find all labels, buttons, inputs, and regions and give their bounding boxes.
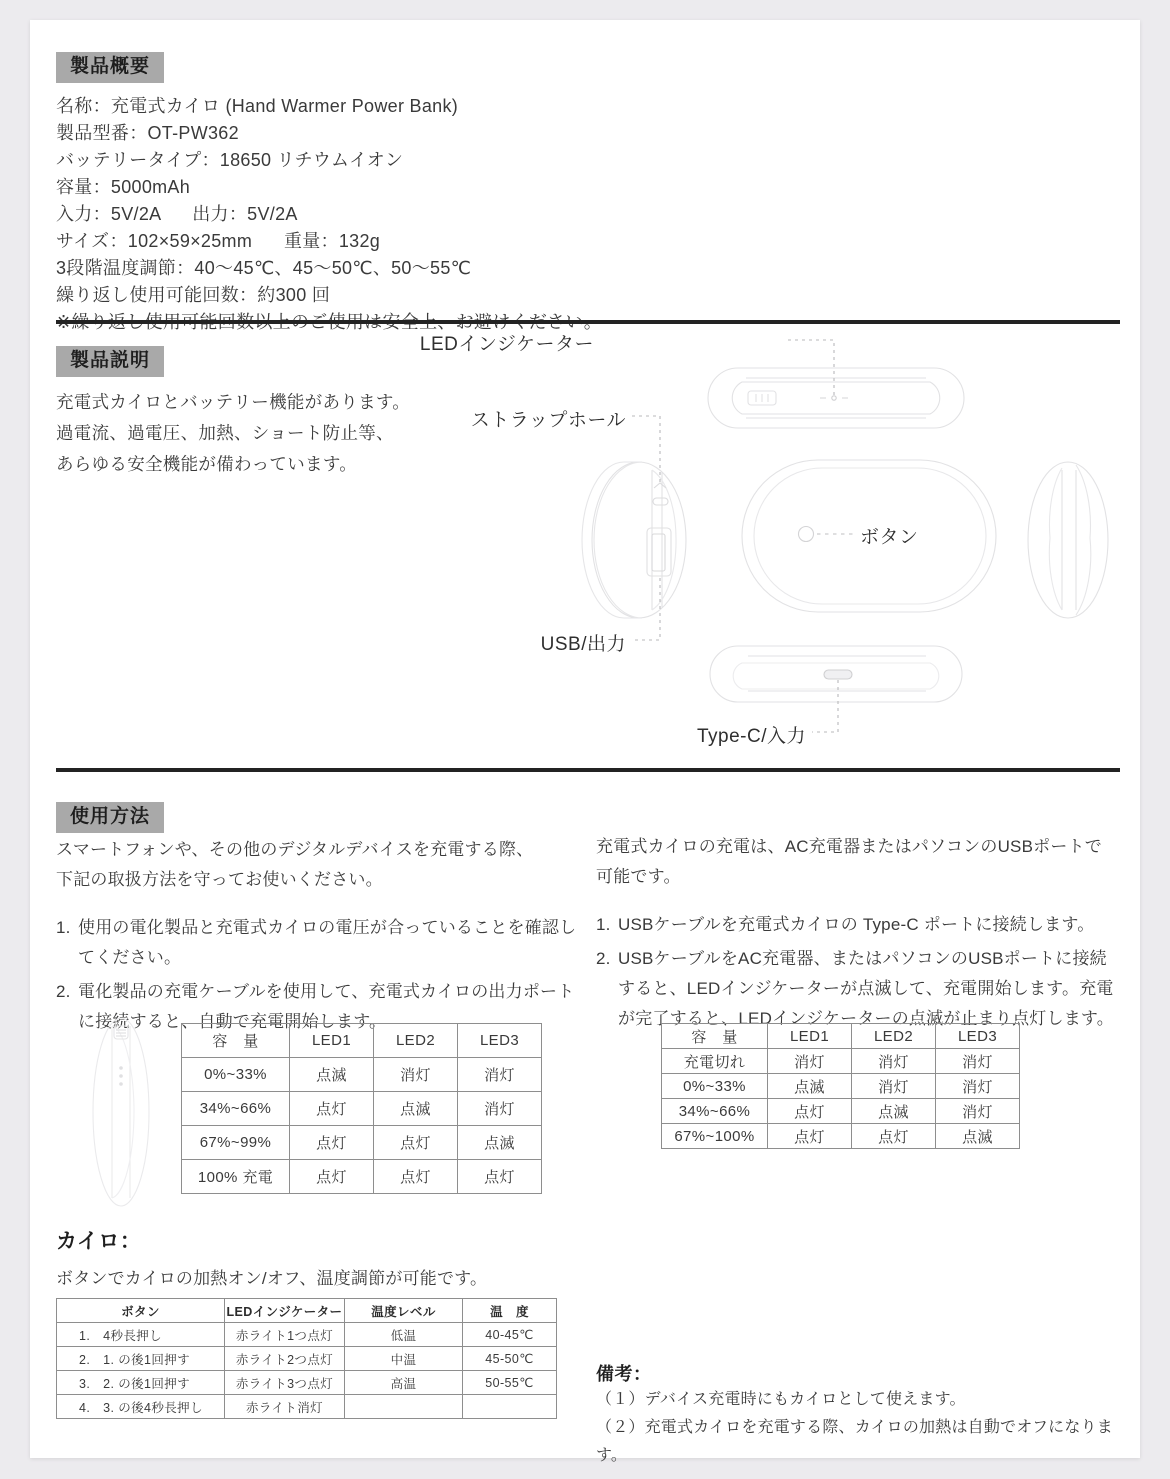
cell-capacity: 0%~33% bbox=[182, 1058, 290, 1092]
side-view-right bbox=[1028, 462, 1108, 618]
table-row bbox=[182, 1126, 542, 1160]
cell-led1: 点滅 bbox=[290, 1058, 374, 1092]
table-row bbox=[57, 1395, 557, 1419]
spec-line: サイズ：102×59×25mm 重量：132g bbox=[56, 231, 381, 251]
charging-step-number: 2. bbox=[596, 949, 611, 968]
cell-temperature: 50-55℃ bbox=[463, 1371, 557, 1395]
section-divider bbox=[56, 768, 1120, 772]
cell-capacity: 0%~33% bbox=[662, 1074, 768, 1099]
top-view bbox=[708, 368, 964, 428]
cell-capacity: 34%~66% bbox=[662, 1099, 768, 1124]
cell-led-indicator: 赤ライト消灯 bbox=[225, 1395, 345, 1419]
cell-led-indicator: 赤ライト2つ点灯 bbox=[225, 1347, 345, 1371]
cell-led2: 点灯 bbox=[852, 1124, 936, 1149]
cell-led2: 点滅 bbox=[852, 1099, 936, 1124]
spec-line: バッテリータイプ：18650 リチウムイオン bbox=[56, 150, 404, 170]
charging-step-number: 1. bbox=[596, 915, 611, 934]
col-header-led2: LED2 bbox=[852, 1024, 936, 1049]
usage-column-right bbox=[596, 832, 1120, 1034]
usage-section-heading-wrap bbox=[56, 802, 164, 833]
cell-led3: 消灯 bbox=[936, 1074, 1020, 1099]
table bbox=[56, 1298, 557, 1419]
charging-intro-line: 充電式カイロの充電は、AC充電器またはパソコンのUSBポートで bbox=[596, 837, 1102, 856]
usage-step-number: 1. bbox=[56, 918, 71, 937]
cell-temp-level: 中温 bbox=[345, 1347, 463, 1371]
overview-heading: 製品概要 bbox=[56, 52, 164, 83]
usage-intro-line: スマートフォンや、その他のデジタルデバイスを充電する際、 bbox=[56, 840, 534, 859]
table-row bbox=[662, 1124, 1020, 1149]
spec-line: 容量：5000mAh bbox=[56, 177, 191, 197]
cell-led1: 点灯 bbox=[290, 1126, 374, 1160]
col-header-led3: LED3 bbox=[458, 1024, 542, 1058]
table-row bbox=[57, 1347, 557, 1371]
cell-button: 2. 1. の後1回押す bbox=[57, 1347, 225, 1371]
spec-line: 入力：5V/2A 出力：5V/2A bbox=[56, 204, 298, 224]
cell-led1: 点灯 bbox=[768, 1099, 852, 1124]
usage-column-left bbox=[56, 835, 586, 1037]
table-header-row bbox=[182, 1024, 542, 1058]
col-header-led1: LED1 bbox=[290, 1024, 374, 1058]
cell-led3: 点灯 bbox=[458, 1160, 542, 1194]
cell-led3: 消灯 bbox=[936, 1049, 1020, 1074]
cell-led-indicator: 赤ライト1つ点灯 bbox=[225, 1323, 345, 1347]
description-line: あらゆる安全機能が備わっています。 bbox=[56, 454, 358, 474]
cell-led-indicator: 赤ライト3つ点灯 bbox=[225, 1371, 345, 1395]
table bbox=[181, 1023, 542, 1194]
col-header-temperature: 温 度 bbox=[463, 1299, 557, 1323]
thumb-led-dots bbox=[119, 1066, 123, 1086]
bottom-view bbox=[710, 646, 962, 702]
cell-led2: 点灯 bbox=[374, 1160, 458, 1194]
cell-led3: 消灯 bbox=[458, 1092, 542, 1126]
product-thumbnail-svg bbox=[86, 1012, 156, 1212]
table bbox=[661, 1023, 1020, 1149]
charging-intro-line: 可能です。 bbox=[596, 867, 681, 886]
label-button: ボタン bbox=[860, 527, 919, 548]
led-capacity-table-charging bbox=[661, 1023, 1020, 1149]
usage-intro-line: 下記の取扱方法を守ってお使いください。 bbox=[56, 870, 383, 889]
cell-led1: 点灯 bbox=[290, 1160, 374, 1194]
label-type-c-input: Type-C/入力 bbox=[696, 726, 806, 747]
cell-led3: 消灯 bbox=[458, 1058, 542, 1092]
charging-step bbox=[596, 910, 1120, 940]
cell-button: 3. 2. の後1回押す bbox=[57, 1371, 225, 1395]
usage-step-text: 使用の電化製品と充電式カイロの電圧が合っていることを確認してください。 bbox=[78, 918, 577, 967]
col-header-led3: LED3 bbox=[936, 1024, 1020, 1049]
cell-led3: 点滅 bbox=[458, 1126, 542, 1160]
usage-heading: 使用方法 bbox=[56, 802, 164, 833]
col-header-capacity: 容 量 bbox=[182, 1024, 290, 1058]
product-diagram bbox=[419, 320, 1120, 750]
cell-temp-level: 高温 bbox=[345, 1371, 463, 1395]
spec-line: 3段階温度調節：40〜45℃、45〜50℃、50〜55℃ bbox=[56, 258, 472, 278]
cell-button: 1. 4秒長押し bbox=[57, 1323, 225, 1347]
label-usb-output: USB/出力 bbox=[540, 634, 626, 655]
cell-temperature: 40-45℃ bbox=[463, 1323, 557, 1347]
cell-led1: 点灯 bbox=[290, 1092, 374, 1126]
table-row bbox=[182, 1058, 542, 1092]
kairo-title: カイロ： bbox=[56, 1230, 142, 1253]
kairo-section bbox=[56, 1225, 576, 1419]
col-header-temp-level: 温度レベル bbox=[345, 1299, 463, 1323]
charging-step-text: USBケーブルを充電式カイロの Type-C ポートに接続します。 bbox=[618, 915, 1095, 934]
usage-step bbox=[56, 913, 586, 973]
description-line: 過電流、過電圧、加熱、ショート防止等、 bbox=[56, 423, 394, 443]
description-body bbox=[56, 387, 456, 480]
col-header-capacity: 容 量 bbox=[662, 1024, 768, 1049]
cell-capacity: 67%~100% bbox=[662, 1124, 768, 1149]
kairo-temperature-table bbox=[56, 1298, 576, 1419]
table-row bbox=[662, 1074, 1020, 1099]
kairo-subtitle: ボタンでカイロの加熱オン/オフ、温度調節が可能です。 bbox=[56, 1269, 488, 1288]
label-strap-hole: ストラップホール bbox=[470, 410, 626, 431]
cell-led1: 消灯 bbox=[768, 1049, 852, 1074]
cell-led2: 消灯 bbox=[374, 1058, 458, 1092]
charging-step-text: USBケーブルをAC充電器、またはパソコンのUSBポートに接続すると、LEDインジケーターが点滅して、充電開始します。充電が完了すると、LEDインジケーターの点滅が止まり点灯します。 bbox=[618, 949, 1114, 1028]
spec-line: 名称：充電式カイロ (Hand Warmer Power Bank) bbox=[56, 96, 459, 116]
remarks-section bbox=[596, 1360, 1120, 1470]
cell-button: 4. 3. の後4秒長押し bbox=[57, 1395, 225, 1419]
description-heading: 製品説明 bbox=[56, 346, 164, 377]
cell-led2: 消灯 bbox=[852, 1074, 936, 1099]
overview-spec-list bbox=[56, 93, 1120, 336]
description-section bbox=[56, 346, 456, 480]
cell-led1: 点灯 bbox=[768, 1124, 852, 1149]
table-row bbox=[57, 1371, 557, 1395]
spec-line: 製品型番：OT-PW362 bbox=[56, 123, 239, 143]
table-header-row bbox=[57, 1299, 557, 1323]
charging-step bbox=[596, 944, 1120, 1034]
col-header-led1: LED1 bbox=[768, 1024, 852, 1049]
col-header-button: ボタン bbox=[57, 1299, 225, 1323]
led-capacity-table-discharge bbox=[181, 1023, 542, 1194]
remarks-title: 備考： bbox=[596, 1364, 652, 1384]
cell-led2: 消灯 bbox=[852, 1049, 936, 1074]
product-diagram-svg bbox=[456, 320, 1120, 750]
col-header-led2: LED2 bbox=[374, 1024, 458, 1058]
cell-led3: 消灯 bbox=[936, 1099, 1020, 1124]
overview-section bbox=[56, 52, 1120, 336]
usage-step-text: 電化製品の充電ケーブルを使用して、充電式カイロの出力ポートに接続すると、自動で充電開始します。 bbox=[78, 982, 575, 1031]
usage-step-number: 2. bbox=[56, 982, 71, 1001]
cell-led2: 点滅 bbox=[374, 1092, 458, 1126]
cell-temperature bbox=[463, 1395, 557, 1419]
label-led-indicator: LEDインジケーター bbox=[419, 334, 594, 355]
table-row bbox=[662, 1049, 1020, 1074]
cell-led1: 点滅 bbox=[768, 1074, 852, 1099]
description-line: 充電式カイロとバッテリー機能があります。 bbox=[56, 392, 411, 412]
table-row bbox=[182, 1160, 542, 1194]
product-thumbnail bbox=[86, 1012, 156, 1217]
table-row bbox=[182, 1092, 542, 1126]
cell-capacity: 67%~99% bbox=[182, 1126, 290, 1160]
cell-temp-level: 低温 bbox=[345, 1323, 463, 1347]
table-row bbox=[662, 1099, 1020, 1124]
side-view-left bbox=[582, 462, 686, 618]
manual-page bbox=[30, 20, 1140, 1464]
charging-step-list bbox=[596, 910, 1120, 1034]
table-header-row bbox=[662, 1024, 1020, 1049]
spec-line: 繰り返し使用可能回数：約300 回 bbox=[56, 285, 331, 305]
cell-capacity: 34%~66% bbox=[182, 1092, 290, 1126]
cell-temperature: 45-50℃ bbox=[463, 1347, 557, 1371]
remarks-line: （１）デバイス充電時にもカイロとして使えます。 bbox=[596, 1391, 966, 1408]
table-row bbox=[57, 1323, 557, 1347]
cell-led3: 点滅 bbox=[936, 1124, 1020, 1149]
cell-capacity: 充電切れ bbox=[662, 1049, 768, 1074]
cell-capacity: 100% 充電 bbox=[182, 1160, 290, 1194]
cell-led2: 点灯 bbox=[374, 1126, 458, 1160]
col-header-led-indicator: LEDインジケーター bbox=[225, 1299, 345, 1323]
leader-lines bbox=[632, 340, 838, 732]
remarks-line: （２）充電式カイロを充電する際、カイロの加熱は自動でオフになります。 bbox=[596, 1419, 1113, 1464]
cell-temp-level bbox=[345, 1395, 463, 1419]
